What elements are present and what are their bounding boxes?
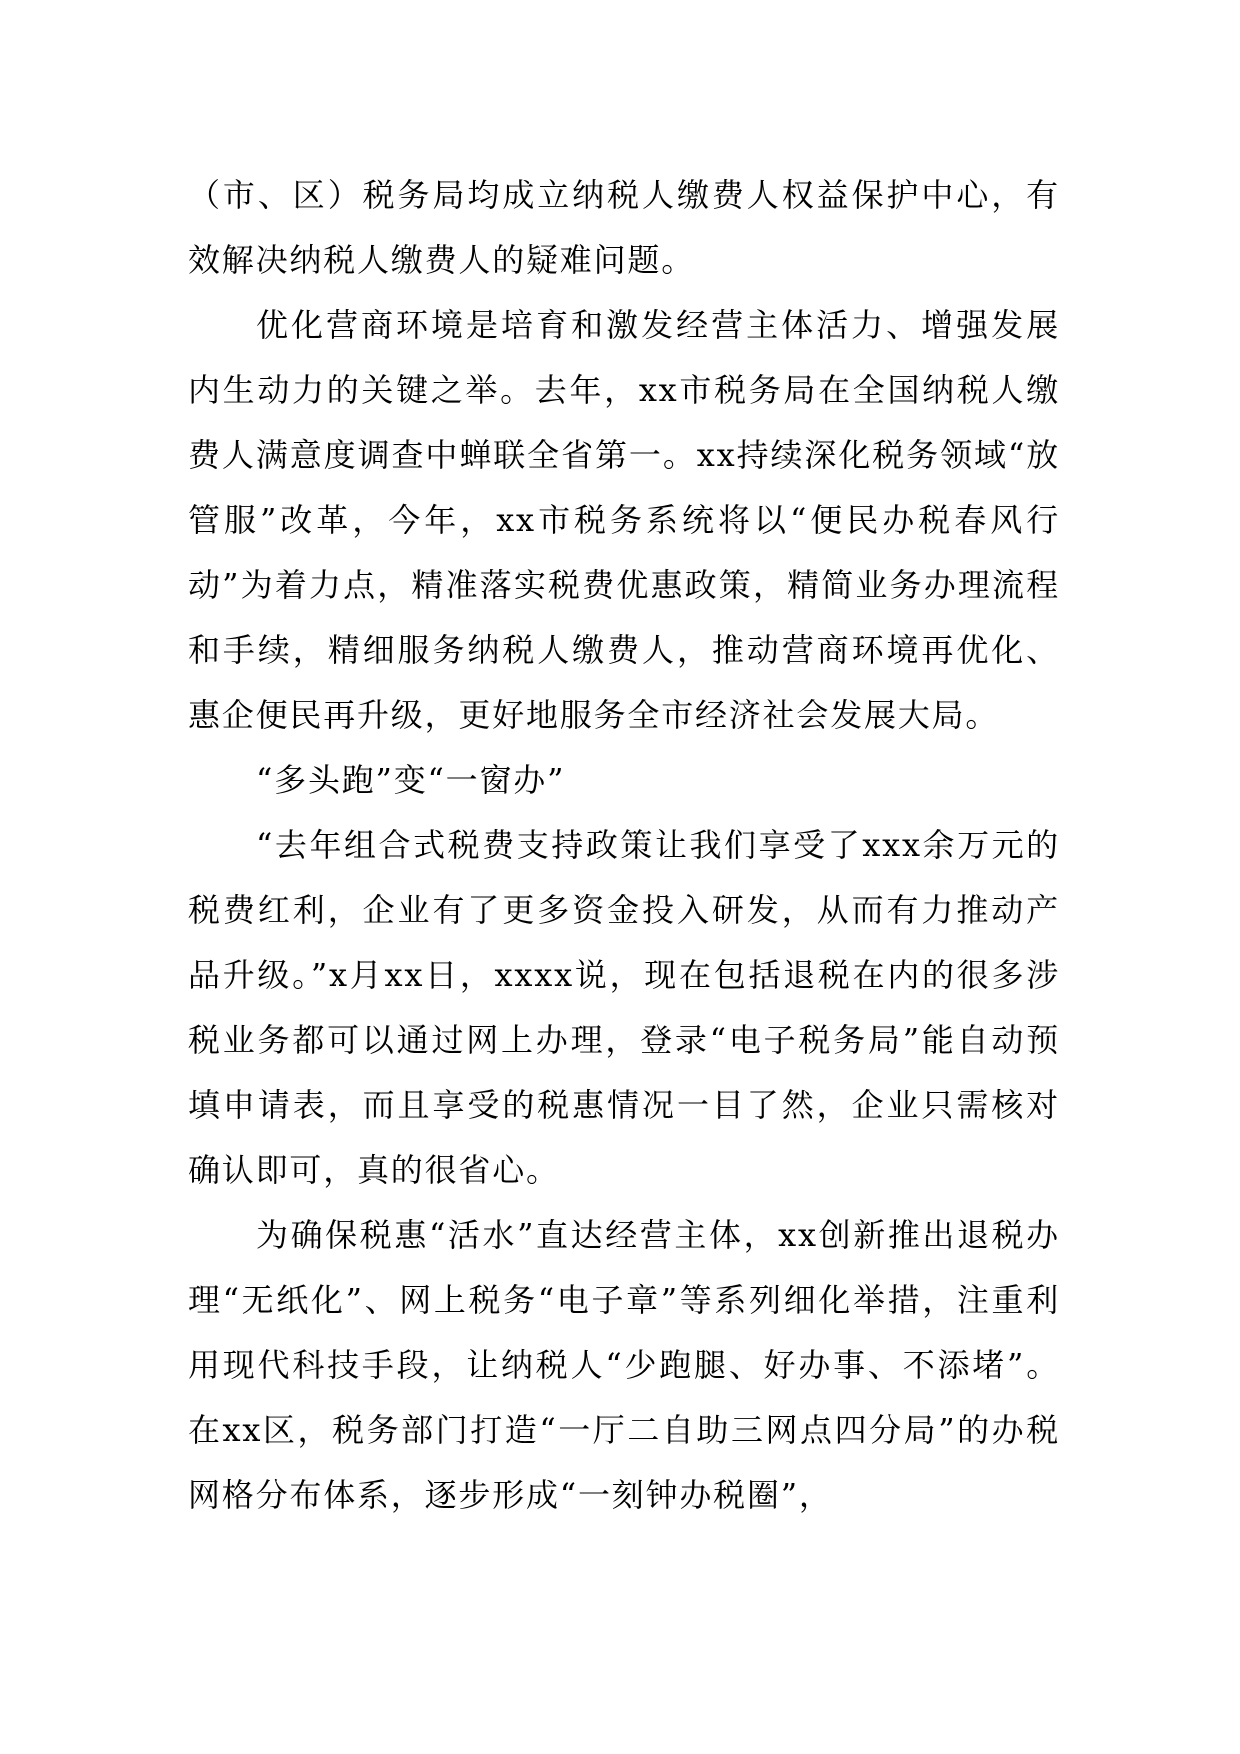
paragraph-measures: 为确保税惠“活水”直达经营主体，xx创新推出退税办理“无纸化”、网上税务“电子章”等系列细化举措，注重利用现代科技手段，让纳税人“少跑腿、好办事、不添堵”。在xx区，税务部门打造“一厅二自助三网点四分局”的办税网格分布体系，逐步形成“一刻钟办税圈”， bbox=[188, 1216, 1060, 1514]
paragraph-business-environment: 优化营商环境是培育和激发经营主体活力、增强发展内生动力的关键之举。去年，xx市税务局在全国纳税人缴费人满意度调查中蝉联全省第一。xx持续深化税务领域“放管服”改革，今年，xx市税务系统将以“便民办税春风行动”为着力点，精准落实税费优惠政策，精简业务办理流程和手续，精细服务纳税人缴费人，推动营商环境再优化、惠企便民再升级，更好地服务全市经济社会发展大局。 bbox=[188, 306, 1060, 734]
section-heading: “多头跑”变“一窗办” bbox=[256, 761, 566, 799]
body-text bbox=[188, 163, 1060, 1528]
paragraph-quote: “去年组合式税费支持政策让我们享受了xxx余万元的税费红利，企业有了更多资金投入研发，从而有力推动产品升级。”x月xx日，xxxx说，现在包括退税在内的很多涉税业务都可以通过网上办理，登录“电子税务局”能自动预填申请表，而且享受的税惠情况一目了然，企业只需核对确认即可，真的很省心。 bbox=[188, 826, 1060, 1189]
paragraph-continuation: （市、区）税务局均成立纳税人缴费人权益保护中心，有效解决纳税人缴费人的疑难问题。 bbox=[188, 176, 1060, 279]
